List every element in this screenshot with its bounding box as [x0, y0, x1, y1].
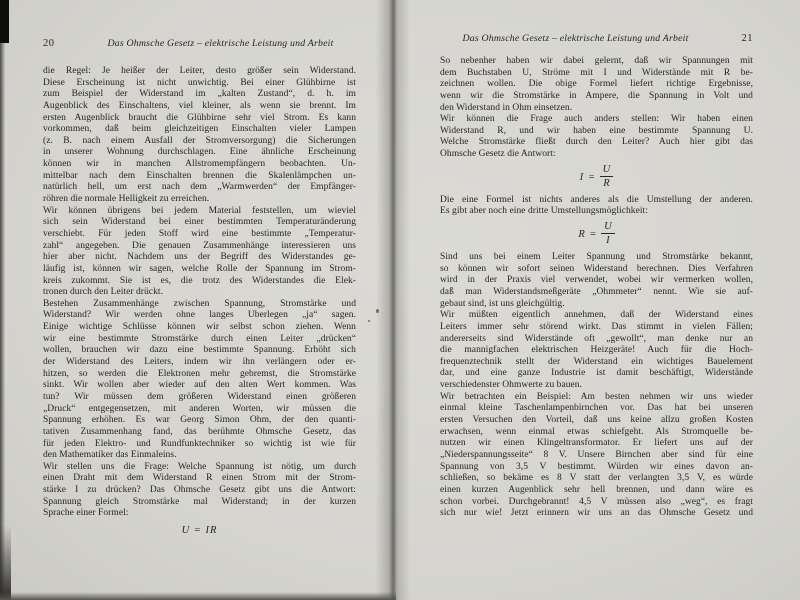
- fraction: [600, 164, 614, 189]
- text-line: Augenblick des Einschaltens, viel kleiner, als wenn sie brennt. Im: [43, 100, 356, 111]
- text-line: andererseits sind Widerstände oft „gewollt“, man denke nur an: [440, 333, 753, 344]
- text-line: natürlich hell, um erst nach dem „Warmwerden“ der Empfänger-: [43, 182, 356, 193]
- text-line: dar, und eine ganze Industrie ist damit beschäftigt, Widerstände: [440, 368, 753, 379]
- text-line: der Widerstand des Leiters, indem wir ihn verlängern oder er-: [43, 357, 356, 368]
- text-line: Diese Erscheinung ist nicht unwichtig. Bei einer Glühbirne ist: [43, 77, 356, 88]
- text-line: Es gibt aber noch eine dritte Umstellungsmöglichkeit:: [440, 206, 648, 217]
- text-line: Wir müßten eigentlich annehmen, daß der Widerstand eines: [440, 310, 753, 321]
- text-line: Spannung gleich Stromstärke mal Widerstand; in der kurzen: [43, 496, 356, 507]
- text-line: sinkt. Wir wollen aber wieder auf den alten Wert kommen. Was: [43, 380, 356, 391]
- scan-corner-top-left: [0, 0, 9, 43]
- running-title: Das Ohmsche Gesetz – elektrische Leistung und Arbeit: [462, 33, 689, 44]
- text-line: die mannigfachen elektrischen Heizgeräte! Auch für die Hoch-: [440, 345, 753, 356]
- paragraph: [43, 299, 356, 462]
- text-line: Wir können übrigens bei jedem Material feststellen, um wieviel: [43, 205, 356, 216]
- text-line: Sind uns bei einem Leiter Spannung und Stromstärke bekannt,: [440, 252, 753, 263]
- fraction-numerator: U: [600, 164, 614, 177]
- text-line: vorkommen, daß beim gleichzeitigen Einschalten vieler Lampen: [43, 124, 356, 135]
- text-line: die Regel: Je heißer der Leiter, desto größer sein Widerstand.: [43, 66, 356, 76]
- text-line: sich sein Widerstand bei einer bestimmten Temperaturänderung: [43, 217, 356, 228]
- text-line: so können wir sofort seinen Widerstand berechnen. Dies Verfahren: [440, 263, 753, 274]
- paragraph: [440, 114, 753, 161]
- paragraph: [43, 462, 356, 520]
- text-line: hitzen, so werden die Elektronen mehr gebremst, die Stromstärke: [43, 368, 356, 379]
- formula: [440, 223, 753, 246]
- formula: U = IR: [181, 524, 218, 536]
- text-line: daß man Widerstandsmeßgeräte „Ohmmeter“ nennt. Wie sie auf-: [440, 286, 753, 297]
- text-line: zum Beispiel der Widerstand im „kalten Zustand“, d. h. im: [43, 89, 356, 100]
- scan-edge-left: [0, 0, 5, 600]
- text-line: tativen Zusammenhang fand, das berühmte Ohmsche Gesetz, das: [43, 426, 356, 437]
- page-body: [440, 56, 753, 520]
- text-line: den Mathematiker das Einmaleins.: [43, 450, 177, 461]
- text-line: (z. B. nach einem Ausfall der Stromversorgung) die Sicherungen: [43, 135, 356, 146]
- text-line: sich nur wie! Jetzt erinnern wir uns an das Ohmsche Gesetz und: [440, 508, 753, 519]
- left-page: [43, 38, 356, 542]
- page-number: 21: [741, 33, 753, 44]
- text-line: erwachsen, wenn einmal etwas schiefgeht. Als Stromquelle be-: [440, 426, 753, 437]
- text-line: ersten Augenblick braucht die Glühbirne sehr viel Strom. Es kann: [43, 112, 356, 123]
- scan-speck: [376, 309, 379, 313]
- text-line: Die eine Formel ist nichts anderes als die Umstellung der anderen.: [440, 194, 753, 205]
- text-line: röhren die normale Helligkeit zu erreichen.: [43, 194, 210, 205]
- text-line: dem Buchstaben U, Ströme mit I und Widerstände mit R be-: [440, 67, 753, 78]
- fraction-numerator: U: [601, 221, 615, 234]
- text-line: tronen durch den Leiter drückt.: [43, 287, 163, 298]
- paragraph: [440, 56, 753, 114]
- text-line: Spannung von 3,5 V bestimmt. Würden wir eines davon an-: [440, 461, 753, 472]
- fraction: [601, 221, 615, 246]
- text-line: in unserer Wohnung durchschlagen. Eine ähnliche Erscheinung: [43, 147, 356, 158]
- text-line: wollen, brauchen wir dazu eine bestimmte Spannung. Erhöht sich: [43, 345, 356, 356]
- text-line: Welche Stromstärke fließt durch den Leiter? Auch hier gibt das: [440, 137, 753, 148]
- fraction-denominator: I: [606, 235, 610, 247]
- text-line: Bestehen Zusammenhänge zwischen Spannung, Stromstärke und: [43, 298, 356, 309]
- formula-lhs: I =: [579, 171, 600, 183]
- text-line: schließen, so bekäme es 8 V statt der verlangten 3,5 V, es würde: [440, 473, 753, 484]
- text-line: verschiebt. Für jeden Stoff wird eine bestimmte „Temperatur-: [43, 228, 356, 239]
- text-line: mittelbar nach dem Einschalten brennen die Skalenlämpchen un-: [43, 170, 356, 181]
- text-line: zeichnen wollen. Die obige Formel liefert richtige Ergebnisse,: [440, 79, 753, 90]
- page-number: 20: [43, 38, 55, 49]
- text-line: „Niederspannungsseite“ 8 V. Unsere Birnchen aber sind für eine: [440, 449, 753, 460]
- text-line: schon vorbei. Durchgebrannt! 4,5 V müssen also „weg“, es fragt: [440, 496, 753, 507]
- text-line: Sprache einer Formel:: [43, 508, 129, 519]
- page-header: [440, 33, 753, 46]
- text-line: frequenztechnik stellt der Widerstand ein wichtiges Bauelement: [440, 356, 753, 367]
- running-title: Das Ohmsche Gesetz – elektrische Leistung und Arbeit: [107, 38, 334, 49]
- right-page: [440, 33, 753, 520]
- text-line: Widerstand R, und wir haben eine bestimmte Spannung U.: [440, 125, 753, 136]
- text-line: einen kurzen Augenblick sehr hell brennen, und dann wäre es: [440, 484, 753, 495]
- text-line: ersten Versuchen den Vorteil, daß uns keine allzu großen Kosten: [440, 415, 753, 426]
- text-line: Widerstand? Wir werden ohne langes Überlegen „ja“ sagen.: [43, 310, 356, 321]
- text-line: einmal kleine Taschenlampenbirnchen vor. Das hat bei unseren: [440, 403, 753, 414]
- text-line: stärke I zu drücken? Das Ohmsche Gesetz gibt uns die Antwort:: [43, 485, 356, 496]
- text-line: kreis zukommt. Sie ist es, die trotz des Widerstandes die Elek-: [43, 275, 356, 286]
- fraction-denominator: R: [603, 177, 610, 189]
- text-line: verschiedenster Ohmwerte zu bauen.: [440, 380, 583, 391]
- formula: [440, 163, 753, 189]
- paragraph: [43, 206, 356, 299]
- formula-lhs: R =: [578, 228, 602, 240]
- text-line: einen Draht mit dem Widerstand R einen Strom mit der Strom-: [43, 473, 356, 484]
- text-line: wenn wir die Stromstärke in Ampere, die Spannung in Volt und: [440, 90, 753, 101]
- text-line: den Widerstand in Ohm einsetzen.: [440, 102, 573, 113]
- text-line: „Druck“ entgegensetzen, mit anderen Worten, wir müssen die: [43, 403, 356, 414]
- text-line: Ohmsche Gesetz die Antwort:: [440, 149, 556, 160]
- scan-speck: [368, 320, 370, 322]
- text-line: Spannung erhöhen. Es war Georg Simon Ohm, der den quanti-: [43, 415, 356, 426]
- text-line: läufig ist, können wir sagen, welche Rolle der Spannung im Strom-: [43, 263, 356, 274]
- text-line: Wir können die Frage auch anders stellen: Wir haben einen: [440, 114, 753, 125]
- text-line: wir eine bestimmte Stromstärke durch einen Leiter „drücken“: [43, 333, 356, 344]
- paragraph: [440, 310, 753, 391]
- text-line: tun? Wir müssen dem größeren Widerstand einen größeren: [43, 391, 356, 402]
- text-line: Leiters immer sehr störend wirkt. Das stimmt in vielen Fällen;: [440, 321, 753, 332]
- paragraph: [440, 195, 753, 218]
- paragraph: [440, 392, 753, 520]
- text-line: zahl“ angegeben. Die genauen Zusammenhänge interessieren uns: [43, 240, 356, 251]
- paragraph: [43, 66, 356, 206]
- text-line: für jeden Elektro- und Rundfunktechniker so wichtig ist wie für: [43, 438, 356, 449]
- text-line: So nebenher haben wir dabei gelernt, daß wir Spannungen mit: [440, 56, 753, 66]
- text-line: nutzen wir einen Klingeltransformator. Er liefert uns auf der: [440, 438, 753, 449]
- scan-bottom-shadow: [0, 592, 396, 600]
- paragraph: [440, 252, 753, 310]
- text-line: Einige wichtige Schlüsse können wir selbst schon ziehen. Wenn: [43, 322, 356, 333]
- text-line: Wir betrachten ein Beispiel: Am besten nehmen wir uns wieder: [440, 391, 753, 402]
- page-body: [43, 66, 356, 536]
- text-line: können wir in manchen Allstromempfängern beobachten. Un-: [43, 159, 356, 170]
- page-header: [43, 38, 356, 51]
- text-line: hier aber nicht. Nachdem uns der Begriff des Widerstandes ge-: [43, 252, 356, 263]
- text-line: wird in der Praxis viel verwendet, wobei wir vermerken wollen,: [440, 275, 753, 286]
- text-line: Wir stellen uns die Frage: Welche Spannung ist nötig, um durch: [43, 461, 356, 472]
- book-gutter-shadow: [376, 0, 410, 600]
- text-line: gebaut sind, ist uns gleichgültig.: [440, 298, 565, 309]
- scan-corner-bottom-left: [0, 525, 11, 600]
